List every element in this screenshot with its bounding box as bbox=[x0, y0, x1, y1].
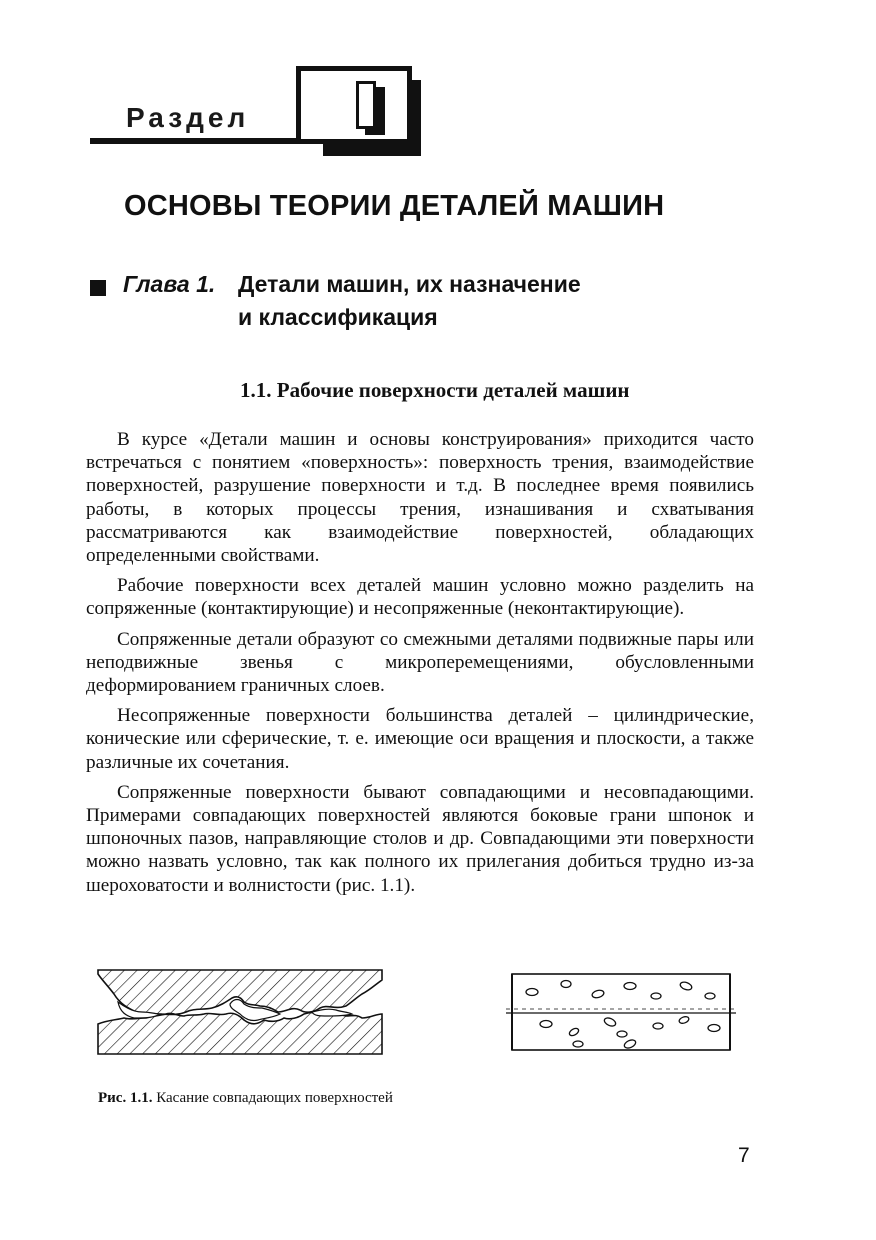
chapter-title-line-2: и классификация bbox=[238, 304, 438, 330]
chapter-label: Глава 1. bbox=[123, 271, 216, 297]
section-number-glyph bbox=[356, 81, 376, 129]
square-bullet-icon bbox=[90, 280, 106, 296]
part-title: ОСНОВЫ ТЕОРИИ ДЕТАЛЕЙ МАШИН bbox=[124, 190, 665, 222]
figure-1-1 bbox=[94, 962, 744, 1062]
figure-caption-text: Касание совпадающих поверхностей bbox=[156, 1090, 393, 1106]
chapter-title bbox=[238, 268, 738, 334]
chapter-title-line-1: Детали машин, их назначение bbox=[238, 271, 581, 297]
rough-surfaces-contact-illustration bbox=[94, 962, 384, 1058]
paragraph: Несопряженные поверхности большинства деталей – цилиндрические, конические или сферические, т. е. имеющие оси вращения и плоскости, а также различные их сочетания. bbox=[86, 705, 754, 773]
figure-caption-label: Рис. 1.1. bbox=[98, 1090, 153, 1106]
plates-with-particles-illustration bbox=[506, 970, 736, 1054]
subsection-title: 1.1. Рабочие поверхности деталей машин bbox=[240, 378, 630, 402]
paragraph: Сопряженные поверхности бывают совпадающими и несовпадающими. Примерами совпадающих поверхностей являются боковые грани шпонок и шпоночных пазов, направляющие столов и др. Совпадающими эти поверхности можно назвать условно, так как полного их прилегания добиться трудно из-за шероховатости и волнистости (рис. 1.1). bbox=[86, 781, 754, 896]
page-number: 7 bbox=[738, 1144, 750, 1167]
figure-caption bbox=[98, 1090, 393, 1107]
section-header bbox=[0, 0, 876, 160]
section-number-box bbox=[296, 66, 412, 144]
paragraph: В курсе «Детали машин и основы конструирования» приходится часто встречаться с понятием «поверхность»: поверхность трения, взаимодействие поверхностей, разрушение поверхности и т.д. В последнее время появились работы, в которых процессы трения, изнашивания и схватывания рассматриваются как взаимодействие поверхностей, обладающих определенными свойствами. bbox=[86, 429, 754, 567]
paragraph: Рабочие поверхности всех деталей машин условно можно разделить на сопряженные (контактирующие) и несопряженные (неконтактирующие). bbox=[86, 575, 754, 620]
section-word: Раздел bbox=[126, 102, 250, 133]
section-underline bbox=[90, 138, 298, 144]
paragraph: Сопряженные детали образуют со смежными деталями подвижные пары или неподвижные звенья с микроперемещениями, обусловленными деформированием граничных слоев. bbox=[86, 628, 754, 697]
body-text bbox=[86, 428, 754, 904]
